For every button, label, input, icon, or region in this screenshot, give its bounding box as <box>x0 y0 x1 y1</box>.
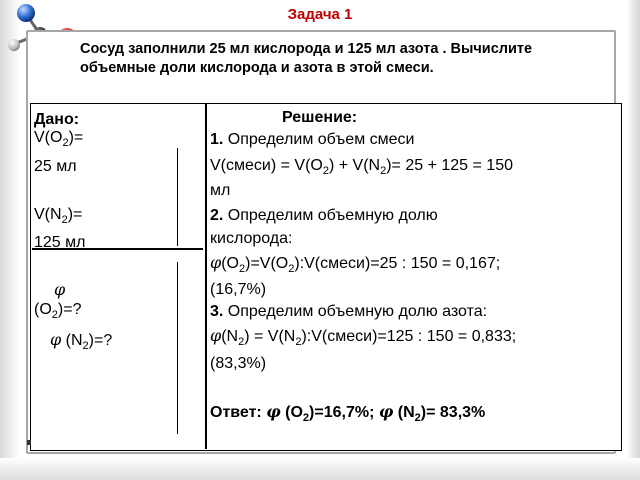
answer-line: Ответ: φ $(O_2)=16,7\%$; φ $(N_2)= 83,3\%$ <box>210 402 486 425</box>
right-shade <box>626 0 640 480</box>
step2-percent: (16,7%) <box>210 281 267 298</box>
column-divider <box>205 103 207 449</box>
given-phi-o2: $(O_2)=$? <box>34 301 82 322</box>
step1-equation: V(смеси) = $V(O_2) + V(N_2)= 25 + 125 = 150$ <box>210 157 513 178</box>
step2-title-cont: кислорода: <box>210 230 293 247</box>
step2-title: 2. Определим объемную долю <box>210 207 438 224</box>
given-line-upper <box>177 148 178 246</box>
step3-percent: (83,3%) <box>210 355 267 372</box>
given-v-o2: $V(O_2)=$ <box>34 129 84 150</box>
given-v-o2-value: 25 мл <box>34 158 77 175</box>
phi-icon: φ <box>266 402 281 421</box>
phi-icon: φ <box>50 330 62 349</box>
given-line-lower <box>177 262 178 434</box>
left-shade <box>0 0 20 480</box>
phi-icon: φ <box>210 253 222 272</box>
solution-header: Решение: <box>282 109 358 126</box>
page-title: Задача 1 <box>287 6 353 23</box>
given-phi-n2: φ $(N_2)=$? <box>50 330 113 353</box>
phi-icon: φ <box>378 402 394 421</box>
step3-title: 3. Определим объемную долю азота: <box>210 303 488 320</box>
phi-icon: φ <box>210 326 222 345</box>
bottom-shade <box>0 458 640 480</box>
given-header: Дано: <box>34 111 80 128</box>
given-v-n2: $V(N_2)=$ <box>34 206 83 227</box>
task-statement: Сосуд заполнили 25 мл кислорода и 125 мл азота . Вычислите объемные доли кислорода и азота в этой смеси. <box>80 41 533 76</box>
step1-title: 1. Определим объем смеси <box>210 131 415 148</box>
step2-equation: $\varphi(O_2)=V(O_2):V(смеси)=25$ : 150 = 0,167; <box>210 253 501 276</box>
corner-mark <box>27 440 31 445</box>
step1-unit: мл <box>210 182 231 199</box>
step3-equation: $\varphi(N_2)$ = $V(N_2):V(смеси)=125$ : 150 = 0,833; <box>210 326 517 349</box>
given-v-n2-value: 125 мл <box>34 234 86 251</box>
phi-icon: φ <box>54 280 66 299</box>
